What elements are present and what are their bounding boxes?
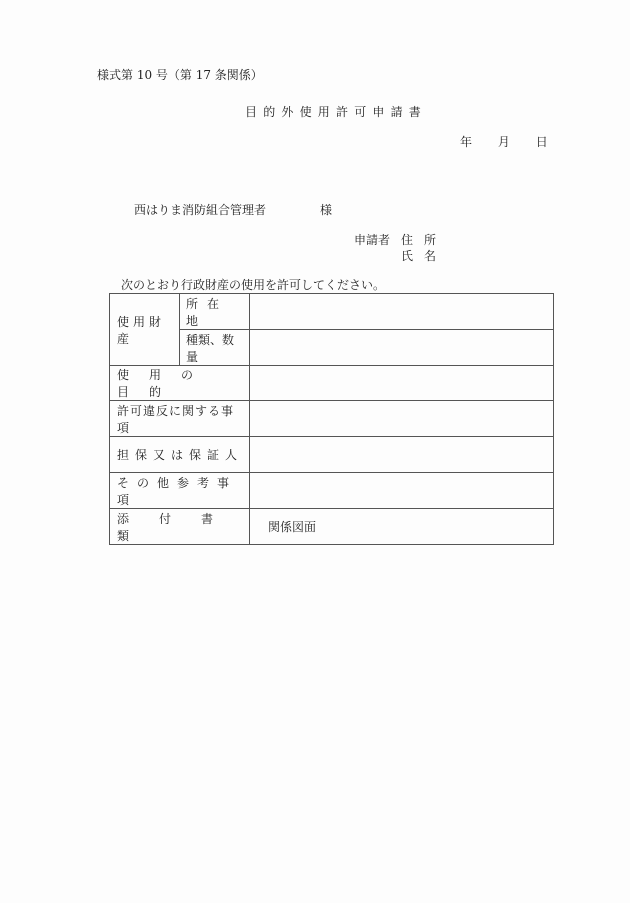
location-label-cell <box>180 294 250 330</box>
guarantor-label: 担保又は保証人 <box>117 448 244 462</box>
type-quantity-label-cell <box>180 330 250 366</box>
property-group-label <box>110 313 179 347</box>
date-year-label: 年 <box>460 135 473 149</box>
applicant-label: 申請者 <box>354 233 391 247</box>
attachments-label-cell <box>110 509 250 545</box>
applicant-name-label: 氏名 <box>401 249 448 263</box>
other-notes-label: その他参考事項 <box>117 475 238 507</box>
request-sentence: 次のとおり行政財産の使用を許可してください。 <box>121 278 386 292</box>
document-title: 目的外使用許可申請書 <box>245 105 428 119</box>
violation-value-cell[interactable] <box>250 401 554 437</box>
attachments-label: 添付書類 <box>117 511 244 543</box>
type-quantity-label: 種類、数量 <box>186 332 235 364</box>
other-notes-value-cell[interactable] <box>250 473 554 509</box>
type-quantity-value-cell[interactable] <box>250 330 554 366</box>
attachments-value: 関係図面 <box>268 520 317 534</box>
table-row-guarantor <box>110 437 554 473</box>
property-group-cell <box>110 294 180 366</box>
table-row-violation <box>110 401 554 437</box>
attachments-value-cell[interactable] <box>250 509 554 545</box>
other-notes-label-cell <box>110 473 250 509</box>
table-row-attachments <box>110 509 554 545</box>
violation-label-cell <box>110 401 250 437</box>
form-number: 様式第 10 号（第 17 条関係） <box>97 68 263 82</box>
addressee-honorific: 様 <box>320 203 333 217</box>
location-label: 所在地 <box>186 296 229 328</box>
guarantor-label-cell <box>110 437 250 473</box>
date-day-label: 日 <box>535 135 548 149</box>
purpose-label-cell <box>110 366 250 401</box>
purpose-value-cell[interactable] <box>250 366 554 401</box>
property-group-text: 使用財産 <box>117 314 166 346</box>
date-month-label: 月 <box>497 135 510 149</box>
violation-label: 許可違反に関する事項 <box>117 403 235 435</box>
table-row-purpose <box>110 366 554 401</box>
application-form-table <box>109 293 554 545</box>
addressee-name: 西はりま消防組合管理者 <box>134 203 267 217</box>
table-row-other-notes <box>110 473 554 509</box>
applicant-address-label: 住所 <box>401 233 448 247</box>
purpose-label: 使用の目的 <box>117 368 214 399</box>
table-row-location <box>110 294 554 330</box>
location-value-cell[interactable] <box>250 294 554 330</box>
date-line <box>460 133 548 150</box>
guarantor-value-cell[interactable] <box>250 437 554 473</box>
